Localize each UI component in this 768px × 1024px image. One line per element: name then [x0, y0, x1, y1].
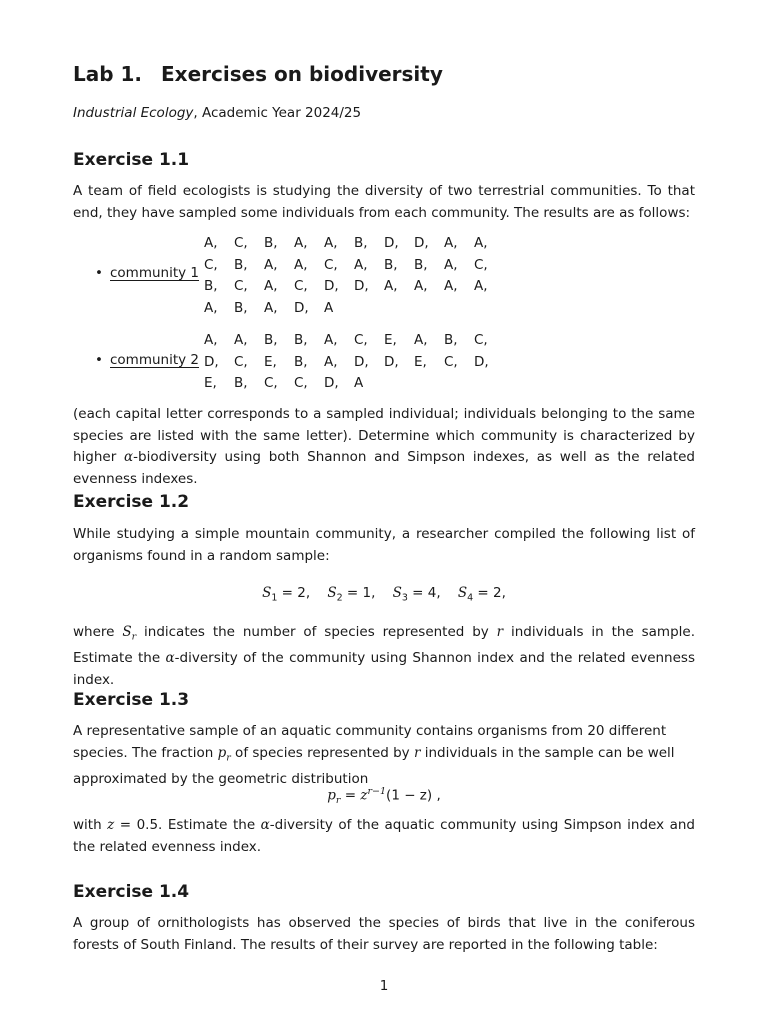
sample-individual: D,: [414, 235, 429, 251]
sample-individual: D,: [354, 353, 369, 370]
sample-individual: B,: [384, 256, 398, 273]
symbol-r: r: [413, 744, 421, 761]
sample-row: [204, 276, 504, 298]
sample-individual: A,: [234, 332, 248, 348]
eq-value: = 4,: [412, 585, 441, 601]
exercise-1-2-heading: Exercise 1.2: [73, 492, 190, 512]
exercise-1-1-outro: [73, 404, 695, 490]
eq-symbol: S: [392, 585, 402, 601]
sample-individual: A,: [324, 235, 338, 251]
sample-individual: A,: [354, 256, 368, 273]
community-1-label: community 1: [110, 265, 200, 281]
exercise-1-2-intro: While studying a simple mountain community, a researcher compiled the following list of organisms found in a random sample:: [73, 526, 695, 564]
subscript-r: r: [226, 752, 231, 764]
sample-individual: A,: [384, 278, 398, 294]
sample-row: [204, 298, 504, 320]
page-number: 1: [379, 978, 389, 994]
sample-individual: A,: [204, 299, 218, 316]
eq-value: = 2,: [477, 585, 506, 601]
community-1-samples: [204, 233, 504, 319]
equation-s4: [457, 585, 506, 604]
text: where: [73, 624, 123, 640]
lab-title: Exercises on biodiversity: [161, 62, 443, 86]
alpha-symbol: α: [165, 650, 175, 667]
symbol-p: p: [217, 744, 227, 761]
exercise-1-4-heading: Exercise 1.4: [73, 882, 190, 902]
eq-subscript: 1: [271, 592, 278, 604]
eq-subscript: 3: [401, 592, 408, 604]
sample-individual: E,: [264, 353, 277, 370]
exercise-1-3-body: [73, 721, 695, 790]
community-1-item: [95, 265, 199, 281]
sample-individual: D,: [324, 278, 339, 294]
outro-text-b: -biodiversity using both Shannon and Simpson indexes, as well as the related evenness indexes.: [73, 449, 695, 487]
sample-individual: D,: [324, 375, 339, 391]
text: -diversity of the community using Shannon index and the related evenness index.: [73, 650, 695, 688]
sample-individual: C,: [234, 235, 248, 251]
subscript-r: r: [131, 631, 137, 643]
alpha-symbol: α: [260, 817, 270, 833]
text: with: [73, 817, 108, 833]
sample-individual: C,: [234, 278, 248, 294]
sample-row: [204, 352, 504, 374]
sample-individual: C,: [474, 332, 488, 348]
sample-individual: E,: [384, 332, 397, 348]
exponent: r−1: [367, 786, 387, 797]
sample-individual: B,: [294, 332, 308, 348]
equation-s1: [262, 585, 311, 604]
sample-individual: C,: [444, 353, 458, 370]
sample-row: [204, 233, 504, 255]
sample-individual: A: [354, 375, 364, 391]
sample-individual: A,: [324, 332, 338, 348]
sample-individual: B,: [264, 332, 278, 348]
sample-individual: D,: [294, 299, 309, 316]
eq-symbol: S: [327, 585, 337, 601]
sample-individual: B,: [234, 299, 248, 316]
equation-s3: [392, 585, 441, 604]
sample-individual: A,: [264, 256, 278, 273]
sample-row: [204, 330, 504, 352]
sample-individual: D,: [384, 353, 399, 370]
eq-subscript: 2: [336, 592, 343, 604]
alpha-symbol: α: [124, 449, 134, 465]
sample-individual: D,: [204, 353, 219, 370]
sample-individual: A,: [474, 278, 488, 294]
exercise-1-3-heading: Exercise 1.3: [73, 690, 190, 710]
text: individuals in the sample can be well approximated by the geometric distribution: [73, 744, 675, 787]
sample-individual: C,: [264, 375, 278, 391]
lab-number: Lab 1.: [73, 62, 143, 86]
eq-value: = 2,: [281, 585, 311, 601]
text: of species represented by: [230, 744, 414, 761]
text: individuals in the sample. Estimate the: [73, 624, 695, 667]
sample-individual: A,: [264, 299, 278, 316]
sample-individual: C,: [354, 332, 368, 348]
sample-individual: D,: [474, 353, 489, 370]
community-2-samples: [204, 330, 504, 395]
outro-text-a: (each capital letter corresponds to a sampled individual; individuals belonging to the same species are listed with the same letter). Determine which community is characterized by higher: [73, 406, 695, 465]
text: -diversity of the aquatic community using Simpson index and the related evenness index.: [73, 817, 695, 855]
community-2-label: community 2: [110, 352, 200, 368]
sample-individual: A,: [444, 235, 458, 251]
sample-individual: B,: [234, 375, 248, 391]
exercise-1-1-heading: Exercise 1.1: [73, 150, 190, 170]
bullet-icon: •: [95, 265, 103, 281]
sample-individual: C,: [294, 278, 308, 294]
equals: =: [340, 787, 361, 804]
subscript-r: r: [335, 795, 341, 807]
sample-individual: B,: [414, 256, 428, 273]
academic-year: , Academic Year 2024/25: [193, 105, 362, 121]
geometric-distribution-equation: [73, 786, 695, 806]
symbol-r: r: [496, 624, 504, 640]
symbol-s: S: [122, 624, 132, 640]
equation-rhs: (1 − z) ,: [386, 787, 441, 804]
sample-individual: A,: [264, 278, 278, 294]
sample-individual: B,: [444, 332, 458, 348]
sample-individual: B,: [234, 256, 248, 273]
sample-individual: A,: [204, 235, 218, 251]
course-name: Industrial Ecology: [73, 105, 194, 121]
symbol-z: z: [107, 817, 115, 833]
course-subtitle: [73, 105, 361, 121]
sample-individual: C,: [324, 256, 338, 273]
eq-value: = 1,: [346, 585, 376, 601]
sample-individual: A: [324, 299, 334, 316]
sample-individual: B,: [204, 278, 218, 294]
bullet-icon: •: [95, 352, 103, 368]
symbol-z: z: [360, 787, 368, 804]
sample-individual: C,: [474, 256, 488, 273]
sample-individual: A,: [294, 256, 308, 273]
sample-row: [204, 373, 504, 395]
sample-row: [204, 255, 504, 277]
text: = 0.5. Estimate the: [114, 817, 261, 833]
exercise-1-1-intro: A team of field ecologists is studying the diversity of two terrestrial communities. To that end, they have sampled some individuals from each community. The results are as follows:: [73, 183, 695, 221]
symbol-p: p: [327, 787, 336, 804]
species-equations: [73, 585, 695, 604]
sample-individual: E,: [204, 375, 217, 391]
text: indicates the number of species represented by: [136, 624, 497, 640]
sample-individual: B,: [354, 235, 368, 251]
page-title: [73, 62, 443, 86]
sample-individual: C,: [294, 375, 308, 391]
exercise-1-3-task: [73, 815, 695, 858]
sample-individual: E,: [414, 353, 427, 370]
eq-subscript: 4: [467, 592, 474, 604]
sample-individual: A,: [414, 332, 428, 348]
sample-individual: B,: [294, 353, 308, 370]
sample-individual: A,: [474, 235, 488, 251]
eq-symbol: S: [262, 585, 272, 601]
sample-individual: A,: [324, 353, 338, 370]
sample-individual: D,: [384, 235, 399, 251]
sample-individual: A,: [444, 256, 458, 273]
sample-individual: A,: [444, 278, 458, 294]
text: A representative sample of an aquatic community contains organisms from 20 different species. The fraction: [73, 723, 667, 761]
equation-s2: [327, 585, 376, 604]
sample-individual: D,: [354, 278, 369, 294]
community-2-item: [95, 352, 199, 368]
sample-individual: A,: [204, 332, 218, 348]
sample-individual: C,: [234, 353, 248, 370]
exercise-1-2-body: [73, 622, 695, 691]
sample-individual: A,: [414, 278, 428, 294]
sample-individual: C,: [204, 256, 218, 273]
exercise-1-4-intro: A group of ornithologists has observed the species of birds that live in the coniferous forests of South Finland. The results of their survey are reported in the following table:: [73, 915, 695, 953]
eq-symbol: S: [457, 585, 468, 601]
sample-individual: A,: [294, 235, 308, 251]
sample-individual: B,: [264, 235, 278, 251]
